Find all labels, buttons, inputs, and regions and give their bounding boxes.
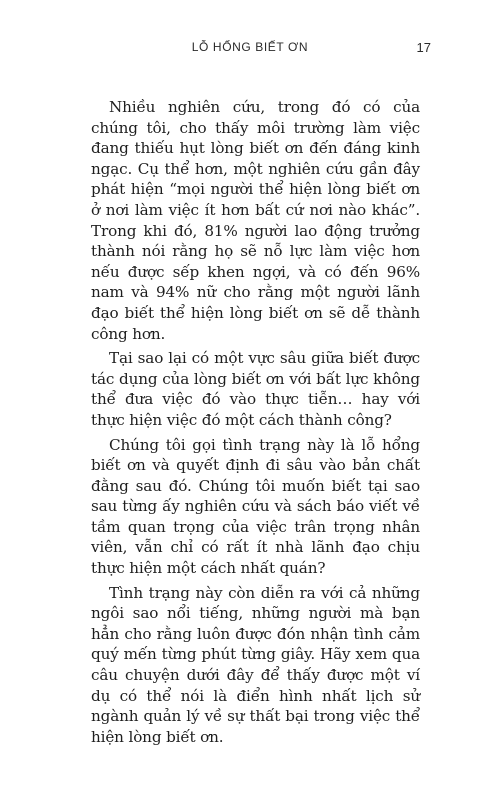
paragraph-3: Chúng tôi gọi tình trạng này là lỗ hổng biết ơn và quyết định đi sâu vào bản chất đằng sau đó. Chúng tôi muốn biết tại sao sau từng ấy nghiên cứu và sách báo viết về tầm quan trọng của việc trân trọng nhân viên, vẫn chỉ có rất ít nhà lãnh đạo chịu thực hiện một cách nhất quán? — [91, 435, 420, 578]
running-title: LỖ HỔNG BIẾT ƠN — [191, 40, 309, 54]
page-number: 17 — [416, 40, 431, 55]
paragraph-1: Nhiều nghiên cứu, trong đó có của chúng tôi, cho thấy môi trường làm việc đang thiếu hụt lòng biết ơn đến đáng kinh ngạc. Cụ thể hơn, một nghiên cứu gần đây phát hiện “mọi người thể hiện lòng biết ơn ở nơi làm việc ít hơn bất cứ nơi nào khác”. Trong khi đó, 81% người lao động trưởng thành nói rằng họ sẽ nỗ lực làm việc hơn nếu được sếp khen ngợi, và có đến 96% nam và 94% nữ cho rằng một người lãnh đạo biết thể hiện lòng biết ơn sẽ dễ thành công hơn. — [91, 98, 420, 343]
body-text — [91, 97, 420, 751]
paragraph-4: Tình trạng này còn diễn ra với cả những ngôi sao nổi tiếng, những người mà bạn hẳn cho rằng luôn được đón nhận tình cảm quý mến từng phút từng giây. Hãy xem qua câu chuyện dưới đây để thấy được một ví dụ có thể nói là điển hình nhất lịch sử ngành quản lý về sự thất bại trong việc thể hiện lòng biết ơn. — [91, 583, 420, 746]
paragraph-2: Tại sao lại có một vực sâu giữa biết được tác dụng của lòng biết ơn với bất lực không thể đưa việc đó vào thực tiễn… hay với thực hiện việc đó một cách thành công? — [91, 349, 420, 429]
running-header — [0, 40, 500, 60]
